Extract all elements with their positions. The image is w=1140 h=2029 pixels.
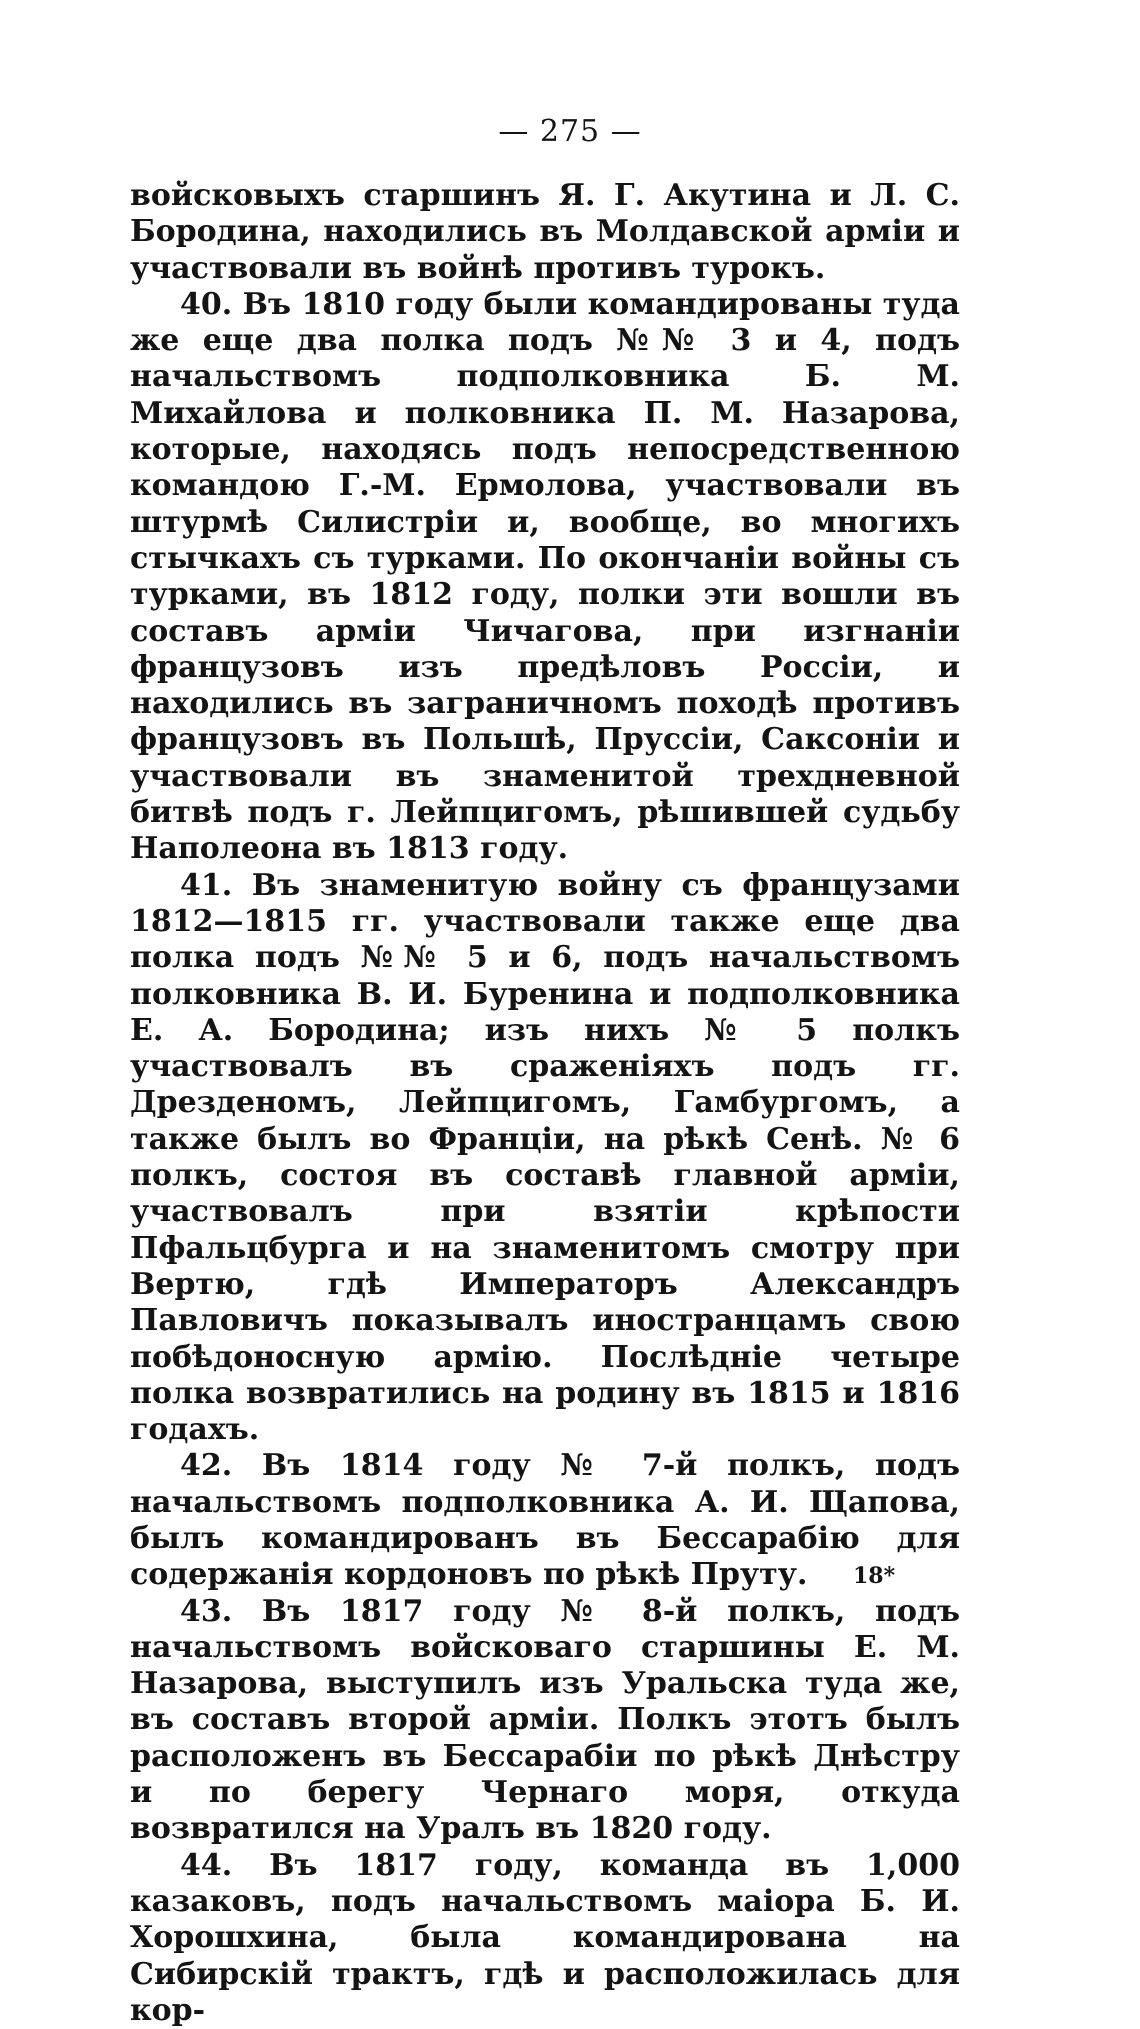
paragraph-40: 40. Въ 1810 году были командированы туда же еще два полка подъ №№ 3 и 4, подъ начальствомъ подполковника Б. М. Михайлова и полковника П. М. Назарова, которые, находясь подъ непосредственною командою Г.-М. Ермолова, участвовали въ штурмѣ Силистріи и, вообще, во многихъ стычкахъ съ турками. По окончаніи войны съ турками, въ 1812 году, полки эти вошли въ составъ арміи Чичагова, при изгнаніи французовъ изъ предѣловъ Россіи, и находились въ заграничномъ походѣ противъ французовъ въ Польшѣ, Пруссіи, Саксоніи и участвовали въ знаменитой трехдневной битвѣ подъ г. Лейпцигомъ, рѣшившей судьбу Наполеона въ 1813 году. xyxy=(130,286,960,867)
paragraph-42: 42. Въ 1814 году № 7-й полкъ, подъ начальствомъ подполковника А. И. Щапова, былъ командированъ въ Бессарабію для содержанія кордоновъ по рѣкѣ Пруту. xyxy=(130,1448,960,1593)
page-number: — 275 — xyxy=(498,114,642,149)
paragraph-continued: войсковыхъ старшинъ Я. Г. Акутина и Л. С. Бородина, находились въ Молдавской арміи и участвовали въ войнѣ противъ турокъ. xyxy=(130,178,960,286)
paragraph-41: 41. Въ знаменитую войну съ французами 1812—1815 гг. участвовали также еще два полка подъ №№ 5 и 6, подъ начальствомъ полковника В. И. Буренина и подполковника Е. А. Бородина; изъ нихъ № 5 полкъ участвовалъ въ сраженіяхъ подъ гг. Дрезденомъ, Лейпцигомъ, Гамбургомъ, а также былъ во Франціи, на рѣкѣ Сенѣ. № 6 полкъ, состоя въ составѣ главной арміи, участвовалъ при взятіи крѣпости Пфальцбурга и на знаменитомъ смотру при Вертю, гдѣ Императоръ Александръ Павловичъ показывалъ иностранцамъ свою побѣдоносную армію. Послѣдніе четыре полка возвратились на родину въ 1815 и 1816 годахъ. xyxy=(130,867,960,1448)
paragraph-43: 43. Въ 1817 году № 8-й полкъ, подъ начальствомъ войсковаго старшины Е. М. Назарова, выступилъ изъ Уральска туда же, въ составъ второй арміи. Полкъ этотъ былъ расположенъ въ Бессарабіи по рѣкѣ Днѣстру и по берегу Чернаго моря, откуда возвратился на Уралъ въ 1820 году. xyxy=(130,1593,960,1847)
body-text xyxy=(130,178,960,2029)
paragraph-44: 44. Въ 1817 году, команда въ 1,000 казаковъ, подъ начальствомъ маіора Б. И. Хорошхина, была командирована на Сибирскій трактъ, гдѣ и расположилась для кор- xyxy=(130,1847,960,2028)
signature-mark: 18* xyxy=(853,1563,896,1589)
